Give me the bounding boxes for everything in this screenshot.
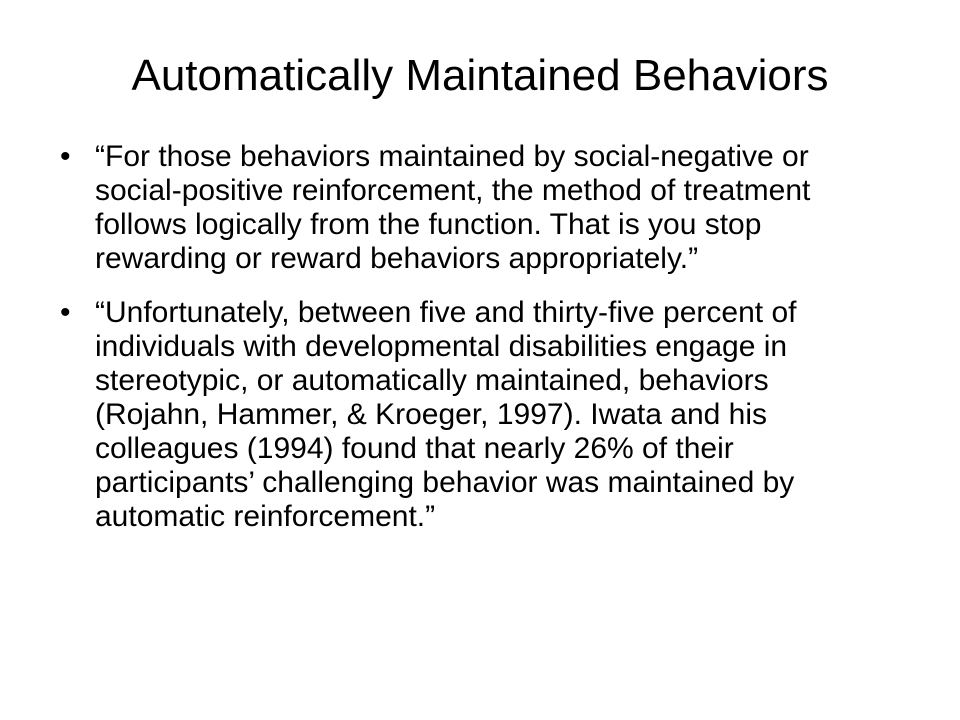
bullet-item-1 — [60, 140, 880, 276]
bullet-marker: • — [60, 296, 71, 329]
bullet-text: “For those behaviors maintained by social-negative or social-positive reinforcement, the method of treatment follows logically from the function. That is you stop rewarding or reward behaviors appropriately.” — [95, 140, 811, 275]
bullet-text: “Unfortunately, between five and thirty-five percent of individuals with developmental disabilities engage in stereotypic, or automatically maintained, behaviors (Rojahn, Hammer, & Kroeger, 1997). Iwata and his colleagues (1994) found that nearly 26% of their participants’ challenging behavior was maintained by automatic reinforcement.” — [95, 296, 797, 533]
bullet-list — [60, 140, 880, 554]
bullet-marker: • — [60, 140, 71, 173]
slide-title: Automatically Maintained Behaviors — [131, 51, 829, 100]
bullet-item-2 — [60, 296, 880, 534]
